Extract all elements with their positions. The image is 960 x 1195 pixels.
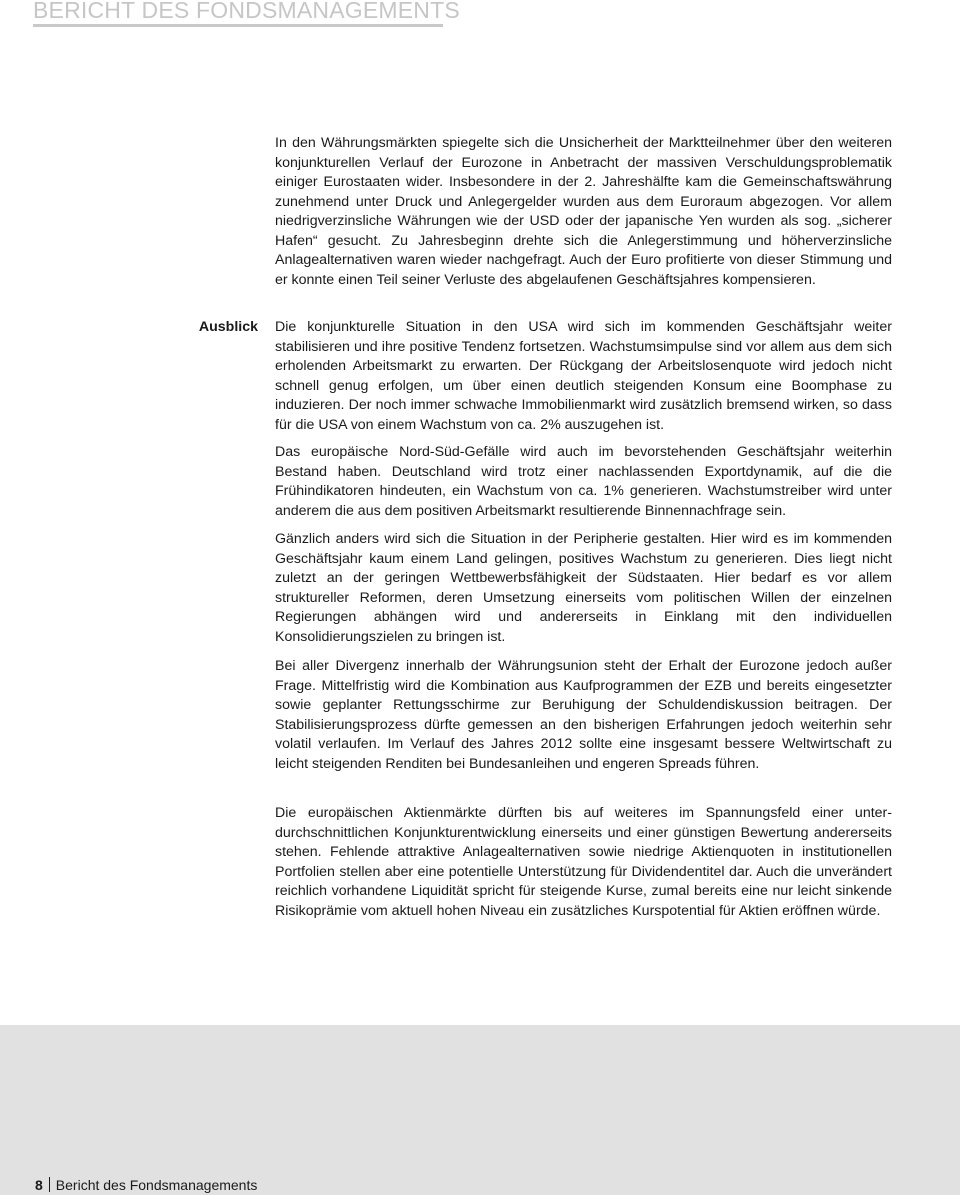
section-heading: BERICHT DES FONDSMANAGEMENTS [33,0,460,23]
outlook-usa-paragraph: Die konjunkturelle Situation in den USA wird sich im kommenden Geschäftsjahr weiter stabilisieren und ihre positive Tendenz fortsetzen. Wachstumsimpulse sind vor allem aus dem sich erholenden Arbeitsmarkt zu erwarten. Der Rückgang der Arbeitslosenquote wird jedoch nicht schnell genug erfolgen, um über einen deutlich steigenden Konsum eine Boomphase zu induzieren. Der noch immer schwache Immobilienmarkt wird zusätzlich bremsend wirken, so dass für die USA von einem Wachstum von ca. 2% auszugehen ist. [275,319,892,433]
footer-section-title: Bericht des Fondsmanagements [55,1177,258,1193]
currency-markets-paragraph: In den Währungsmärkten spiegelte sich die Unsicherheit der Marktteilnehmer über den weiteren konjunkturellen Verlauf der Eurozone in Anbetracht der massiven Verschuldungsproblematik einiger Eurostaaten wider. Insbesondere in der 2. Jahreshälfte kam die Gemeinschaftswährung zunehmend unter Druck und Anlegergelder wurden aus dem Euroraum abgezogen. Vor allem niedrigverzinsliche Währungen wie der USD oder der japanische Yen wurden als sog. „sicherer Hafen“ gesucht. Zu Jahresbeginn drehte sich die Anlegerstimmung und höherverzinsliche Anlagealternativen waren wieder nachgefragt. Auch der Euro profitierte von dieser Stimmung und er konnte einen Teil seiner Verluste des abgelaufenen Geschäftsjahres kompensieren. [275,135,892,288]
footer-band [0,1025,960,1195]
page-footer [35,1176,257,1194]
page-number: 8 [35,1177,43,1193]
outlook-eurozone-paragraph: Bei aller Divergenz innerhalb der Währungsunion steht der Erhalt der Eurozone jedoch außer Frage. Mittelfristig wird die Kombination aus Kaufprogrammen der EZB und bereits eingesetzter sowie geplanter Rettungsschirme zur Beruhigung der Schuldendiskussion beitragen. Der Stabilisierungsprozess dürfte gemessen an den bisherigen Erfahrungen jedoch weiterhin sehr volatil verlaufen. Im Verlauf des Jahres 2012 sollte eine insgesamt bessere Weltwirtschaft zu leicht steigenden Renditen bei Bundesanleihen und engeren Spreads führen. [275,658,892,772]
outlook-label: Ausblick [198,319,258,335]
outlook-europe-paragraph: Das europäische Nord-Süd-Gefälle wird auch im bevorstehenden Geschäftsjahr weiterhin Bestand haben. Deutschland wird trotz einer nachlassenden Exportdynamik, auf die die Frühindikatoren hindeuten, ein Wachstum von ca. 1% generieren. Wachstumstreiber wird unter anderem die aus dem positiven Arbeitsmarkt resultierende Binnennachfrage sein. [275,444,892,519]
outlook-equities-paragraph: Die europäischen Aktienmärkte dürften bis auf weiteres im Spannungsfeld einer unterdurchschnittlichen Konjunkturentwicklung einerseits und einer günstigen Bewertung andererseits stehen. Fehlende attraktive Anlagealternativen sowie niedrige Aktienquoten in institutionellen Portfolien stellen aber eine potentielle Unterstützung für Dividendentitel dar. Auch die unverändert reichlich vorhandene Liquidität spricht für steigende Kurse, zumal bereits eine nur leicht sinkende Risikoprämie vom aktuell hohen Niveau ein zusätzliches Kurspotential für Aktien eröffnen würde. [275,805,892,919]
header-divider [33,24,443,27]
outlook-periphery-paragraph: Gänzlich anders wird sich die Situation in der Peripherie gestalten. Hier wird es im kommenden Geschäftsjahr kaum einem Land gelingen, positives Wachstum zu generieren. Dies liegt nicht zuletzt an der geringen Wettbewerbsfähigkeit der Südstaaten. Hier bedarf es vor allem struktureller Reformen, deren Umsetzung einerseits vom politischen Willen der einzelnen Regierungen abhängen wird und andererseits in Einklang mit den individuellen Konsolidierungszielen zu bringen ist. [275,531,892,645]
footer-divider [49,1177,50,1192]
page-header [0,0,460,28]
